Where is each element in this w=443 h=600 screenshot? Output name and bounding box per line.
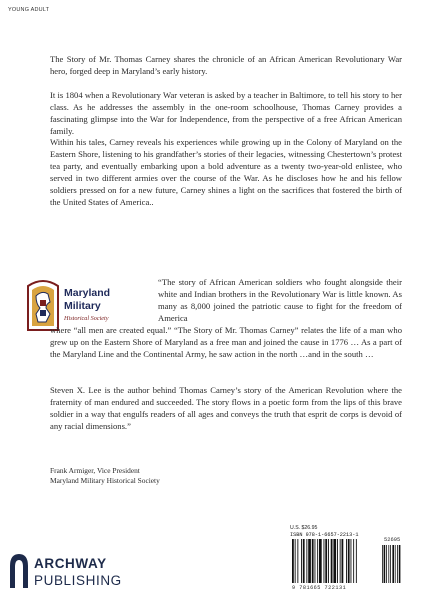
barcode-bar: [325, 539, 327, 583]
publisher-logo: [8, 552, 122, 592]
barcode-bar: [333, 539, 336, 583]
logo-text-historical-society: Historical Society: [64, 315, 109, 322]
barcode-bar: [301, 539, 302, 583]
barcode-bar: [328, 539, 329, 583]
barcode-bar: [348, 539, 350, 583]
barcode-addon-bar: [388, 545, 389, 583]
barcode-addon-bar: [390, 545, 391, 583]
publisher-name-line-2: PUBLISHING: [34, 573, 122, 588]
logo-text-maryland: Maryland: [64, 287, 111, 299]
barcode-addon-bar: [384, 545, 386, 583]
barcode-bar: [292, 539, 294, 583]
synopsis-paragraph-3: Within his tales, Carney reveals his experiences while growing up in the Colony of Maryland on the Eastern Shore, listening to his grandfather’s stories of their legacies, witnessing Chestertown’s protest tea party, and eventually embarking upon a bold adventure as a twenty two-year-old enlistee, who served in two different armies over the course of the War. As he discloses how he and his fellow soldiers pressed on for a new future, Carney shines a light on the sacrifices that fostered the birth of the United States of America..: [50, 137, 402, 208]
barcode-bar: [306, 539, 307, 583]
barcode-addon-bar: [395, 545, 396, 583]
barcode-bar: [312, 539, 314, 583]
endorsement-paragraph-author: Steven X. Lee is the author behind Thomas Carney’s story of the American Revolution where the fraternity of man endured and succeeded. The story flows in a poetic form from the lips of this brave soldier in a way that engulfs readers of all ages and conveys the truth that esprit de corps is devoid of any racial dimensions.”: [50, 385, 402, 432]
barcode-bar: [340, 539, 341, 583]
barcode-bar: [337, 539, 338, 583]
isbn-text: ISBN 978-1-6657-2213-1: [290, 532, 359, 538]
barcode-bar: [297, 539, 298, 583]
barcode-addon-bar: [392, 545, 394, 583]
endorsement-quote-part-1: “The story of African American soldiers who fought alongside their white and Indian brothers in the Revolutionary War is little known. As many as 8,000 joined the patriotic cause to fight for the freedom of America: [158, 277, 402, 324]
publisher-name-line-1: ARCHWAY: [34, 556, 107, 571]
barcode-ean-number: 9 781665 722131: [292, 585, 347, 591]
barcode-bar: [303, 539, 305, 583]
barcode-addon-bar: [382, 545, 383, 583]
barcode-bar: [356, 539, 357, 583]
logo-text-military: Military: [64, 300, 101, 312]
endorser-organization: Maryland Military Historical Society: [50, 476, 160, 485]
endorser-name: Frank Armiger, Vice President: [50, 466, 140, 475]
barcode-addon-bar: [386, 545, 387, 583]
archway-arch-icon: [8, 552, 30, 588]
synopsis-paragraph-2: It is 1804 when a Revolutionary War veteran is asked by a teacher in Baltimore, to tell his story to her class. As he addresses the assembly in the one-room schoolhouse, Thomas Carney provides a fascinating glimpse into the War for Independence, from the perspective of a free African American family.: [50, 90, 402, 137]
barcode-bar: [324, 539, 325, 583]
barcode-bar: [353, 539, 354, 583]
barcode-bar: [346, 539, 347, 583]
barcode-bar: [351, 539, 352, 583]
barcode-bar: [331, 539, 333, 583]
barcode-addon-number: 52695: [384, 537, 401, 543]
barcode-bars-icon: [290, 539, 402, 585]
category-label: YOUNG ADULT: [8, 7, 50, 13]
isbn-barcode: [290, 532, 402, 594]
synopsis-paragraph-1: The Story of Mr. Thomas Carney shares the chronicle of an African American Revolutionary War hero, forged deep in Maryland’s early history.: [50, 54, 402, 77]
barcode-bar: [319, 539, 322, 583]
barcode-bar: [342, 539, 344, 583]
barcode-bar: [317, 539, 318, 583]
endorsement-quote-part-2: where “all men are created equal.” “The Story of Mr. Thomas Carney” relates the life of a man who grew up on the Eastern Shore of Maryland as a free man and joined the cause in 1776 … As a part of the Maryland Line and the Continental Army, he saw action in the north …and in the south …: [50, 325, 402, 360]
barcode-bar: [308, 539, 311, 583]
barcode-bar: [315, 539, 316, 583]
barcode-addon-bar: [397, 545, 398, 583]
barcode-addon-bar: [399, 545, 401, 583]
barcode-bar: [295, 539, 296, 583]
price-label: U.S. $26.95: [290, 525, 318, 531]
